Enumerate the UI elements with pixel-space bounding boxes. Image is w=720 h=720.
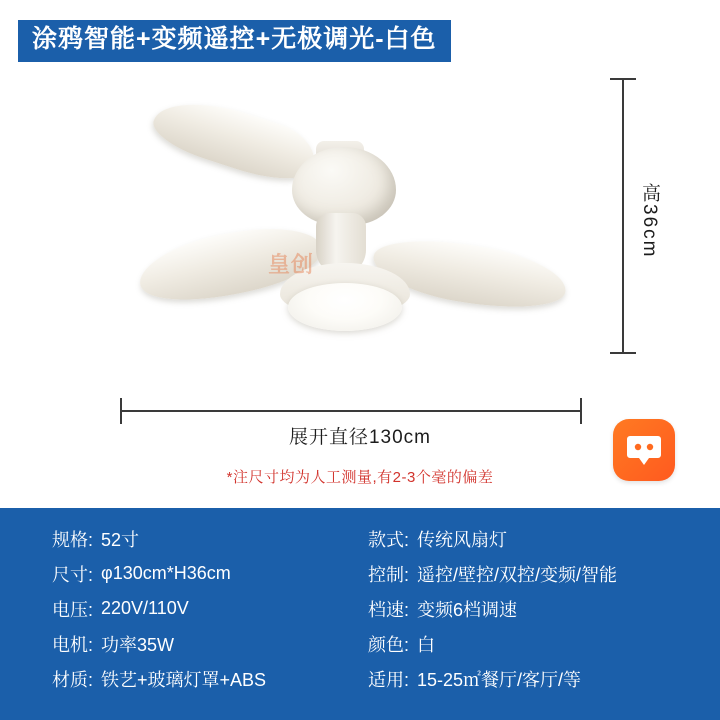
height-dimension-bottom-cap xyxy=(610,352,636,354)
height-dimension-label: 高36cm xyxy=(639,183,660,259)
spec-value: 遥控/壁控/双控/变频/智能 xyxy=(417,564,618,585)
spec-label: 款式: xyxy=(368,529,410,550)
spec-row-right xyxy=(352,556,720,591)
spec-value: 白 xyxy=(417,634,436,655)
title-banner: 涂鸦智能+变频遥控+无极调光-白色 xyxy=(18,20,451,62)
spec-value: 15-25㎡餐厅/客厅/等 xyxy=(417,669,582,690)
spec-label: 规格: xyxy=(52,529,94,550)
spec-value: 功率35W xyxy=(101,634,175,655)
spec-label: 颜色: xyxy=(368,634,410,655)
spec-value: 变频6档调速 xyxy=(417,599,518,620)
ceiling-fan-illustration xyxy=(120,95,560,360)
height-dimension-line xyxy=(622,78,624,353)
spec-row-left xyxy=(0,521,352,556)
spec-table xyxy=(0,508,720,720)
light-lens xyxy=(288,283,402,331)
spec-label: 尺寸: xyxy=(52,564,94,585)
spec-label: 控制: xyxy=(368,564,410,585)
spec-row-left xyxy=(0,556,352,591)
spec-label: 适用: xyxy=(368,669,410,690)
width-dimension-right-cap xyxy=(580,398,582,424)
spec-label: 电机: xyxy=(52,634,94,655)
tuya-logo-glyph xyxy=(613,419,675,481)
spec-value: 220V/110V xyxy=(101,598,189,618)
spec-label: 材质: xyxy=(52,669,94,690)
spec-value: 传统风扇灯 xyxy=(417,529,508,550)
spec-value: 52寸 xyxy=(101,529,140,550)
watermark-text: 皇创 xyxy=(268,252,315,277)
spec-label: 档速: xyxy=(368,599,410,620)
spec-value: φ130cm*H36cm xyxy=(101,563,231,583)
spec-label: 电压: xyxy=(52,599,94,620)
width-dimension-line xyxy=(120,410,582,412)
tuya-logo xyxy=(613,419,675,481)
spec-row-right xyxy=(352,521,720,556)
spec-row-right xyxy=(352,661,720,696)
measurement-note: *注尺寸均为人工测量,有2-3个毫的偏差 xyxy=(226,469,494,486)
spec-row-right xyxy=(352,626,720,661)
spec-row-left xyxy=(0,626,352,661)
spec-row-right xyxy=(352,591,720,626)
width-dimension-label: 展开直径130cm xyxy=(288,427,432,448)
spec-row-left xyxy=(0,591,352,626)
spec-value: 铁艺+玻璃灯罩+ABS xyxy=(101,669,267,690)
spec-row-left xyxy=(0,661,352,696)
spec-grid xyxy=(0,508,720,696)
